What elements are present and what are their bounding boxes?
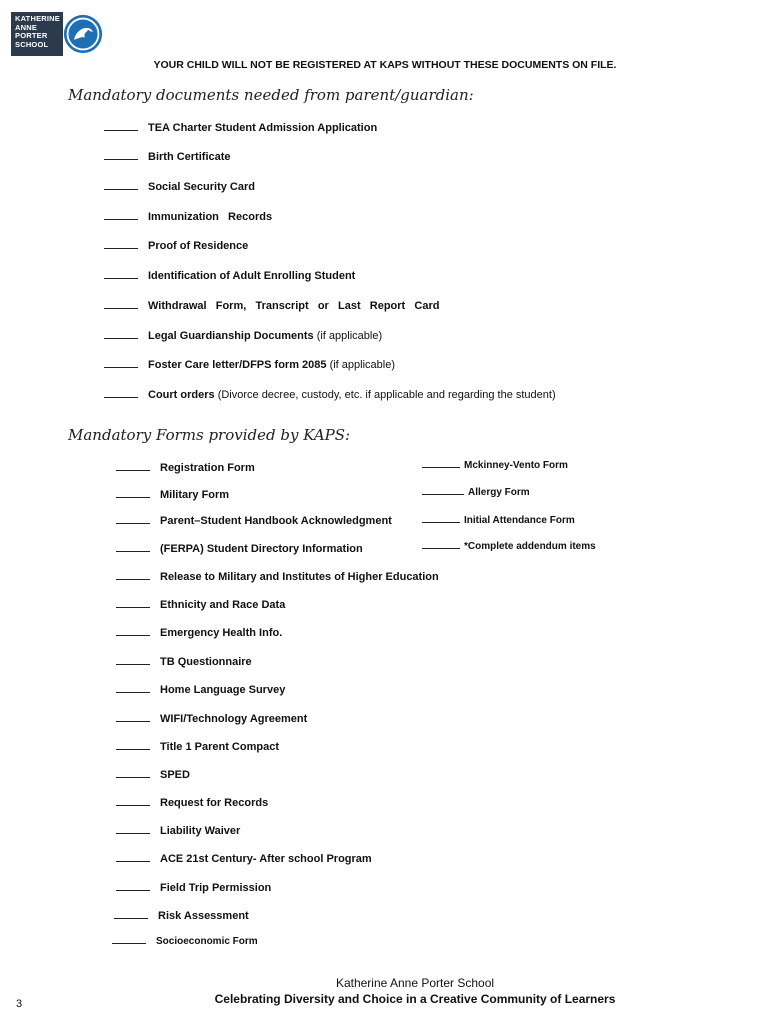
kaps-form-item: (FERPA) Student Directory Information xyxy=(116,542,363,555)
school-logo xyxy=(11,12,103,56)
checkbox-blank[interactable] xyxy=(116,461,150,471)
registration-notice: YOUR CHILD WILL NOT BE REGISTERED AT KAPS WITHOUT THESE DOCUMENTS ON FILE. xyxy=(153,59,617,71)
checkbox-blank[interactable] xyxy=(104,269,138,279)
checkbox-blank[interactable] xyxy=(116,626,150,636)
kaps-form-item: Liability Waiver xyxy=(116,824,240,837)
checkbox-blank[interactable] xyxy=(114,909,148,919)
checkbox-blank[interactable] xyxy=(116,824,150,834)
checkbox-blank[interactable] xyxy=(116,655,150,665)
checkbox-blank[interactable] xyxy=(116,740,150,750)
kaps-form-item: Ethnicity and Race Data xyxy=(116,598,285,611)
kaps-form-item: Field Trip Permission xyxy=(116,881,271,894)
kaps-form-item: Socioeconomic Form xyxy=(112,934,258,947)
kaps-form-item: Military Form xyxy=(116,488,229,501)
checkbox-blank[interactable] xyxy=(104,150,138,160)
parent-doc-item: Proof of Residence xyxy=(104,239,248,252)
kaps-forms-title: Mandatory Forms provided by KAPS: xyxy=(68,426,351,444)
parent-doc-item: Social Security Card xyxy=(104,180,255,193)
parent-doc-item: Immunization Records xyxy=(104,210,272,223)
parent-doc-item: TEA Charter Student Admission Application xyxy=(104,121,377,134)
checkbox-blank[interactable] xyxy=(104,358,138,368)
checkbox-blank[interactable] xyxy=(116,542,150,552)
kaps-form-item: TB Questionnaire xyxy=(116,655,252,668)
kaps-form-right-item: Mckinney-Vento Form xyxy=(422,458,568,471)
kaps-form-item: Registration Form xyxy=(116,461,255,474)
checkbox-blank[interactable] xyxy=(116,514,150,524)
parent-documents-title: Mandatory documents needed from parent/guardian: xyxy=(68,86,474,104)
dragon-emblem-icon xyxy=(63,12,103,56)
kaps-form-item: Title 1 Parent Compact xyxy=(116,740,279,753)
checkbox-blank[interactable] xyxy=(116,683,150,693)
kaps-form-right-item: *Complete addendum items xyxy=(422,539,596,552)
checkbox-blank[interactable] xyxy=(116,881,150,891)
checkbox-blank[interactable] xyxy=(104,180,138,190)
parent-doc-item: Withdrawal Form, Transcript or Last Report Card xyxy=(104,299,439,312)
parent-doc-item: Birth Certificate xyxy=(104,150,231,163)
checkbox-blank[interactable] xyxy=(116,598,150,608)
kaps-form-item: Release to Military and Institutes of Higher Education xyxy=(116,570,439,583)
kaps-form-item: SPED xyxy=(116,768,190,781)
checkbox-blank[interactable] xyxy=(116,570,150,580)
checkbox-blank[interactable] xyxy=(116,488,150,498)
checkbox-blank[interactable] xyxy=(104,299,138,309)
parent-doc-item: Identification of Adult Enrolling Student xyxy=(104,269,355,282)
kaps-form-item: WIFI/Technology Agreement xyxy=(116,712,307,725)
checkbox-blank[interactable] xyxy=(104,210,138,220)
kaps-form-item: ACE 21st Century- After school Program xyxy=(116,852,372,865)
kaps-form-item: Risk Assessment xyxy=(114,909,249,922)
kaps-form-right-item: Initial Attendance Form xyxy=(422,513,575,526)
kaps-form-item: Home Language Survey xyxy=(116,683,285,696)
checkbox-blank[interactable] xyxy=(104,239,138,249)
checkbox-blank[interactable] xyxy=(116,852,150,862)
kaps-form-right-item: Allergy Form xyxy=(422,485,530,498)
logo-line: KATHERINE xyxy=(15,14,60,23)
checkbox-blank[interactable] xyxy=(112,934,146,944)
checkbox-blank[interactable] xyxy=(104,121,138,131)
footer-school-name: Katherine Anne Porter School xyxy=(335,976,495,990)
logo-line: SCHOOL xyxy=(15,39,49,49)
logo-line: ANNE xyxy=(15,22,38,32)
checkbox-blank[interactable] xyxy=(422,539,460,549)
checkbox-blank[interactable] xyxy=(104,329,138,339)
logo-line: PORTER xyxy=(15,31,48,41)
kaps-form-item: Request for Records xyxy=(116,796,268,809)
parent-doc-item: Court orders (Divorce decree, custody, etc. if applicable and regarding the student) xyxy=(104,388,556,401)
logo-text xyxy=(11,12,63,56)
checkbox-blank[interactable] xyxy=(104,388,138,398)
checkbox-blank[interactable] xyxy=(116,796,150,806)
kaps-form-item: Parent–Student Handbook Acknowledgment xyxy=(116,514,392,527)
footer-motto: Celebrating Diversity and Choice in a Creative Community of Learners xyxy=(214,992,616,1006)
checkbox-blank[interactable] xyxy=(116,768,150,778)
checkbox-blank[interactable] xyxy=(116,712,150,722)
checkbox-blank[interactable] xyxy=(422,485,464,495)
page-number: 3 xyxy=(16,998,23,1010)
checkbox-blank[interactable] xyxy=(422,458,460,468)
kaps-form-item: Emergency Health Info. xyxy=(116,626,282,639)
parent-doc-item: Foster Care letter/DFPS form 2085 (if applicable) xyxy=(104,358,395,371)
checkbox-blank[interactable] xyxy=(422,513,460,523)
parent-doc-item: Legal Guardianship Documents (if applicable) xyxy=(104,329,382,342)
